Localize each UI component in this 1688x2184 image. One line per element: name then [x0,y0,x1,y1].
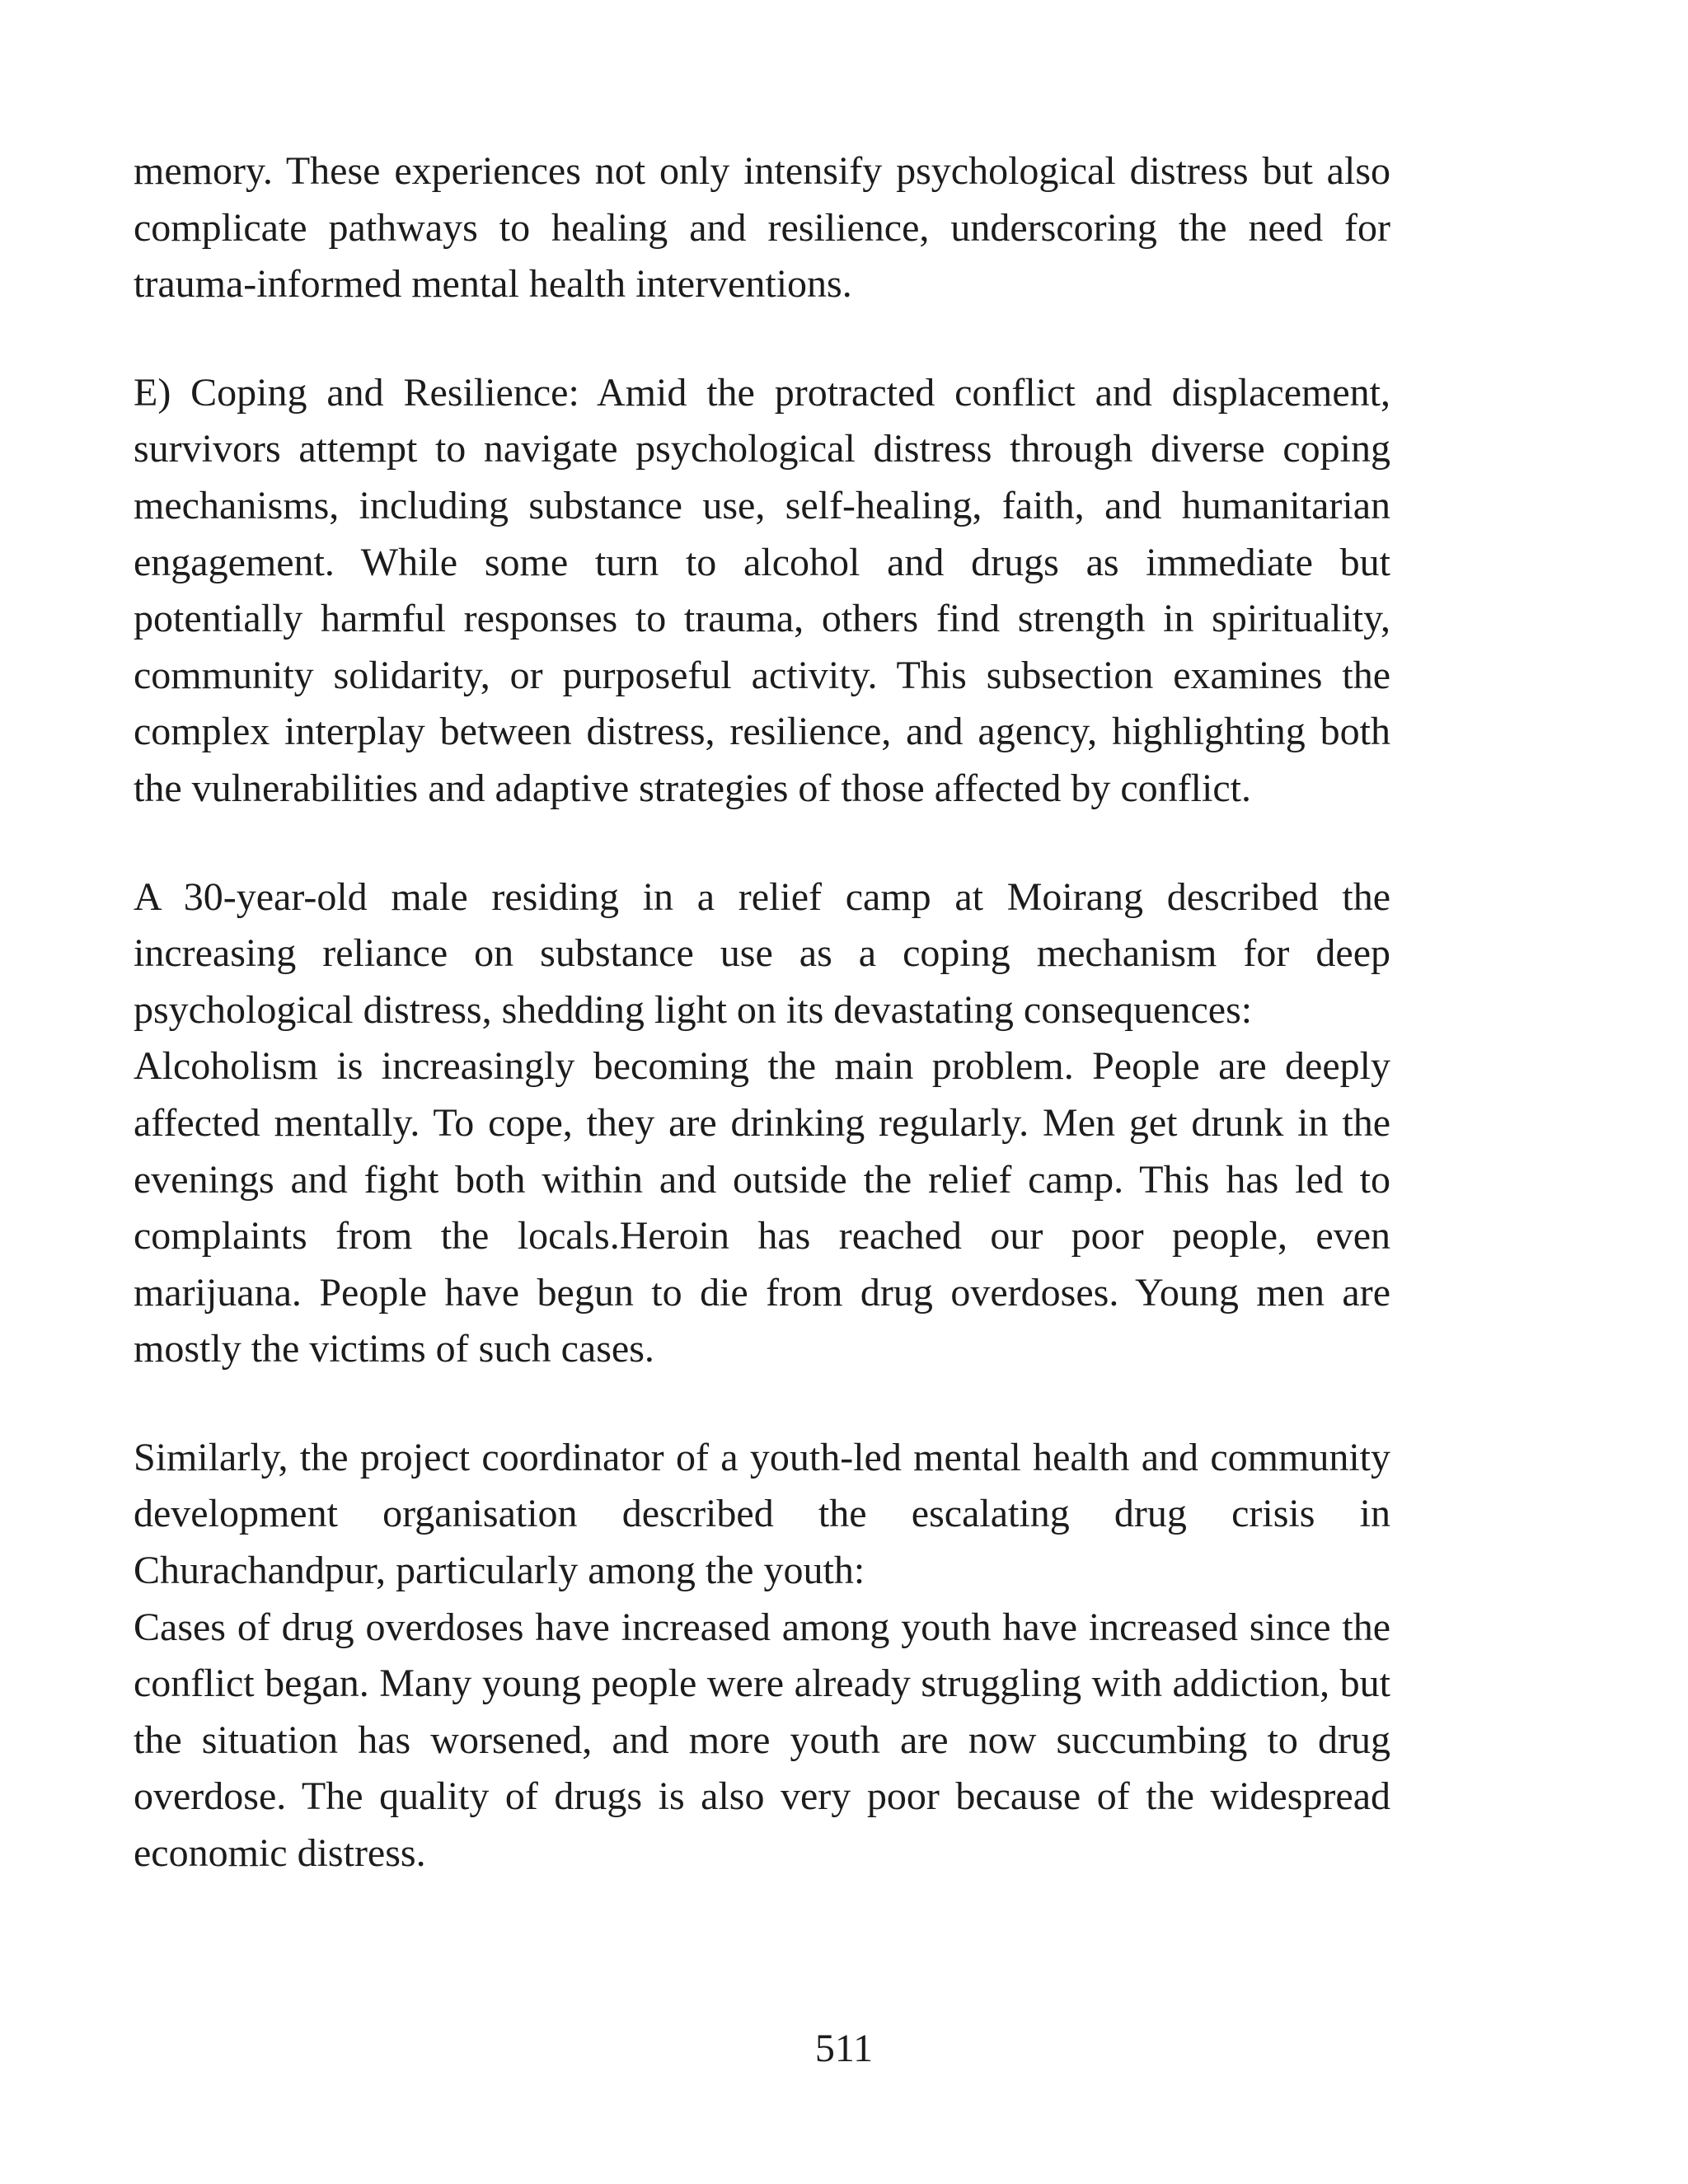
paragraph-coping-resilience: E) Coping and Resilience: Amid the protracted conflict and displacement, survivors attempt to navigate psychological distress through diverse coping mechanisms, including substance use, self-healing, faith, and humanitarian engagement. While some turn to alcohol and drugs as immediate but potentially harmful responses to trauma, others find strength in spirituality, community solidarity, or purposeful activity. This subsection examines the complex interplay between distress, resilience, and agency, highlighting both the vulnerabilities and adaptive strategies of those affected by conflict. [134,370,1390,810]
quote-drug-overdoses: Cases of drug overdoses have increased among youth have increased since the conflict began. Many young people were already struggling with addiction, but the situation has worsened, and more youth are now succumbing to drug overdose. The quality of drugs is also very poor because of the widespread economic distress. [134,1605,1390,1876]
paragraph-moirang-intro: A 30-year-old male residing in a relief camp at Moirang described the increasing reliance on substance use as a coping mechanism for deep psychological distress, shedding light on its devastating consequences: [134,874,1390,1032]
paragraph-coordinator-intro: Similarly, the project coordinator of a youth-led mental health and community development organisation described the escalating drug crisis in Churachandpur, particularly among the youth: [134,1435,1390,1593]
paragraph-trauma-continuation: memory. These experiences not only intensify psychological distress but also complicate pathways to healing and resilience, underscoring the need for trauma-informed mental health interventions. [134,149,1390,307]
page-number: 511 [814,2027,874,2070]
body-text [134,143,1390,1882]
paragraph-gap [134,818,1390,869]
quote-alcoholism: Alcoholism is increasingly becoming the main problem. People are deeply affected mentally. To cope, they are drinking regularly. Men get drunk in the evenings and fight both within and outside the relief camp. This has led to complaints from the locals.Heroin has reached our poor people, even marijuana. People have begun to die from drug overdoses. Young men are mostly the victims of such cases. [134,1044,1390,1371]
paragraph-gap [134,313,1390,365]
paragraph-gap [134,1378,1390,1430]
